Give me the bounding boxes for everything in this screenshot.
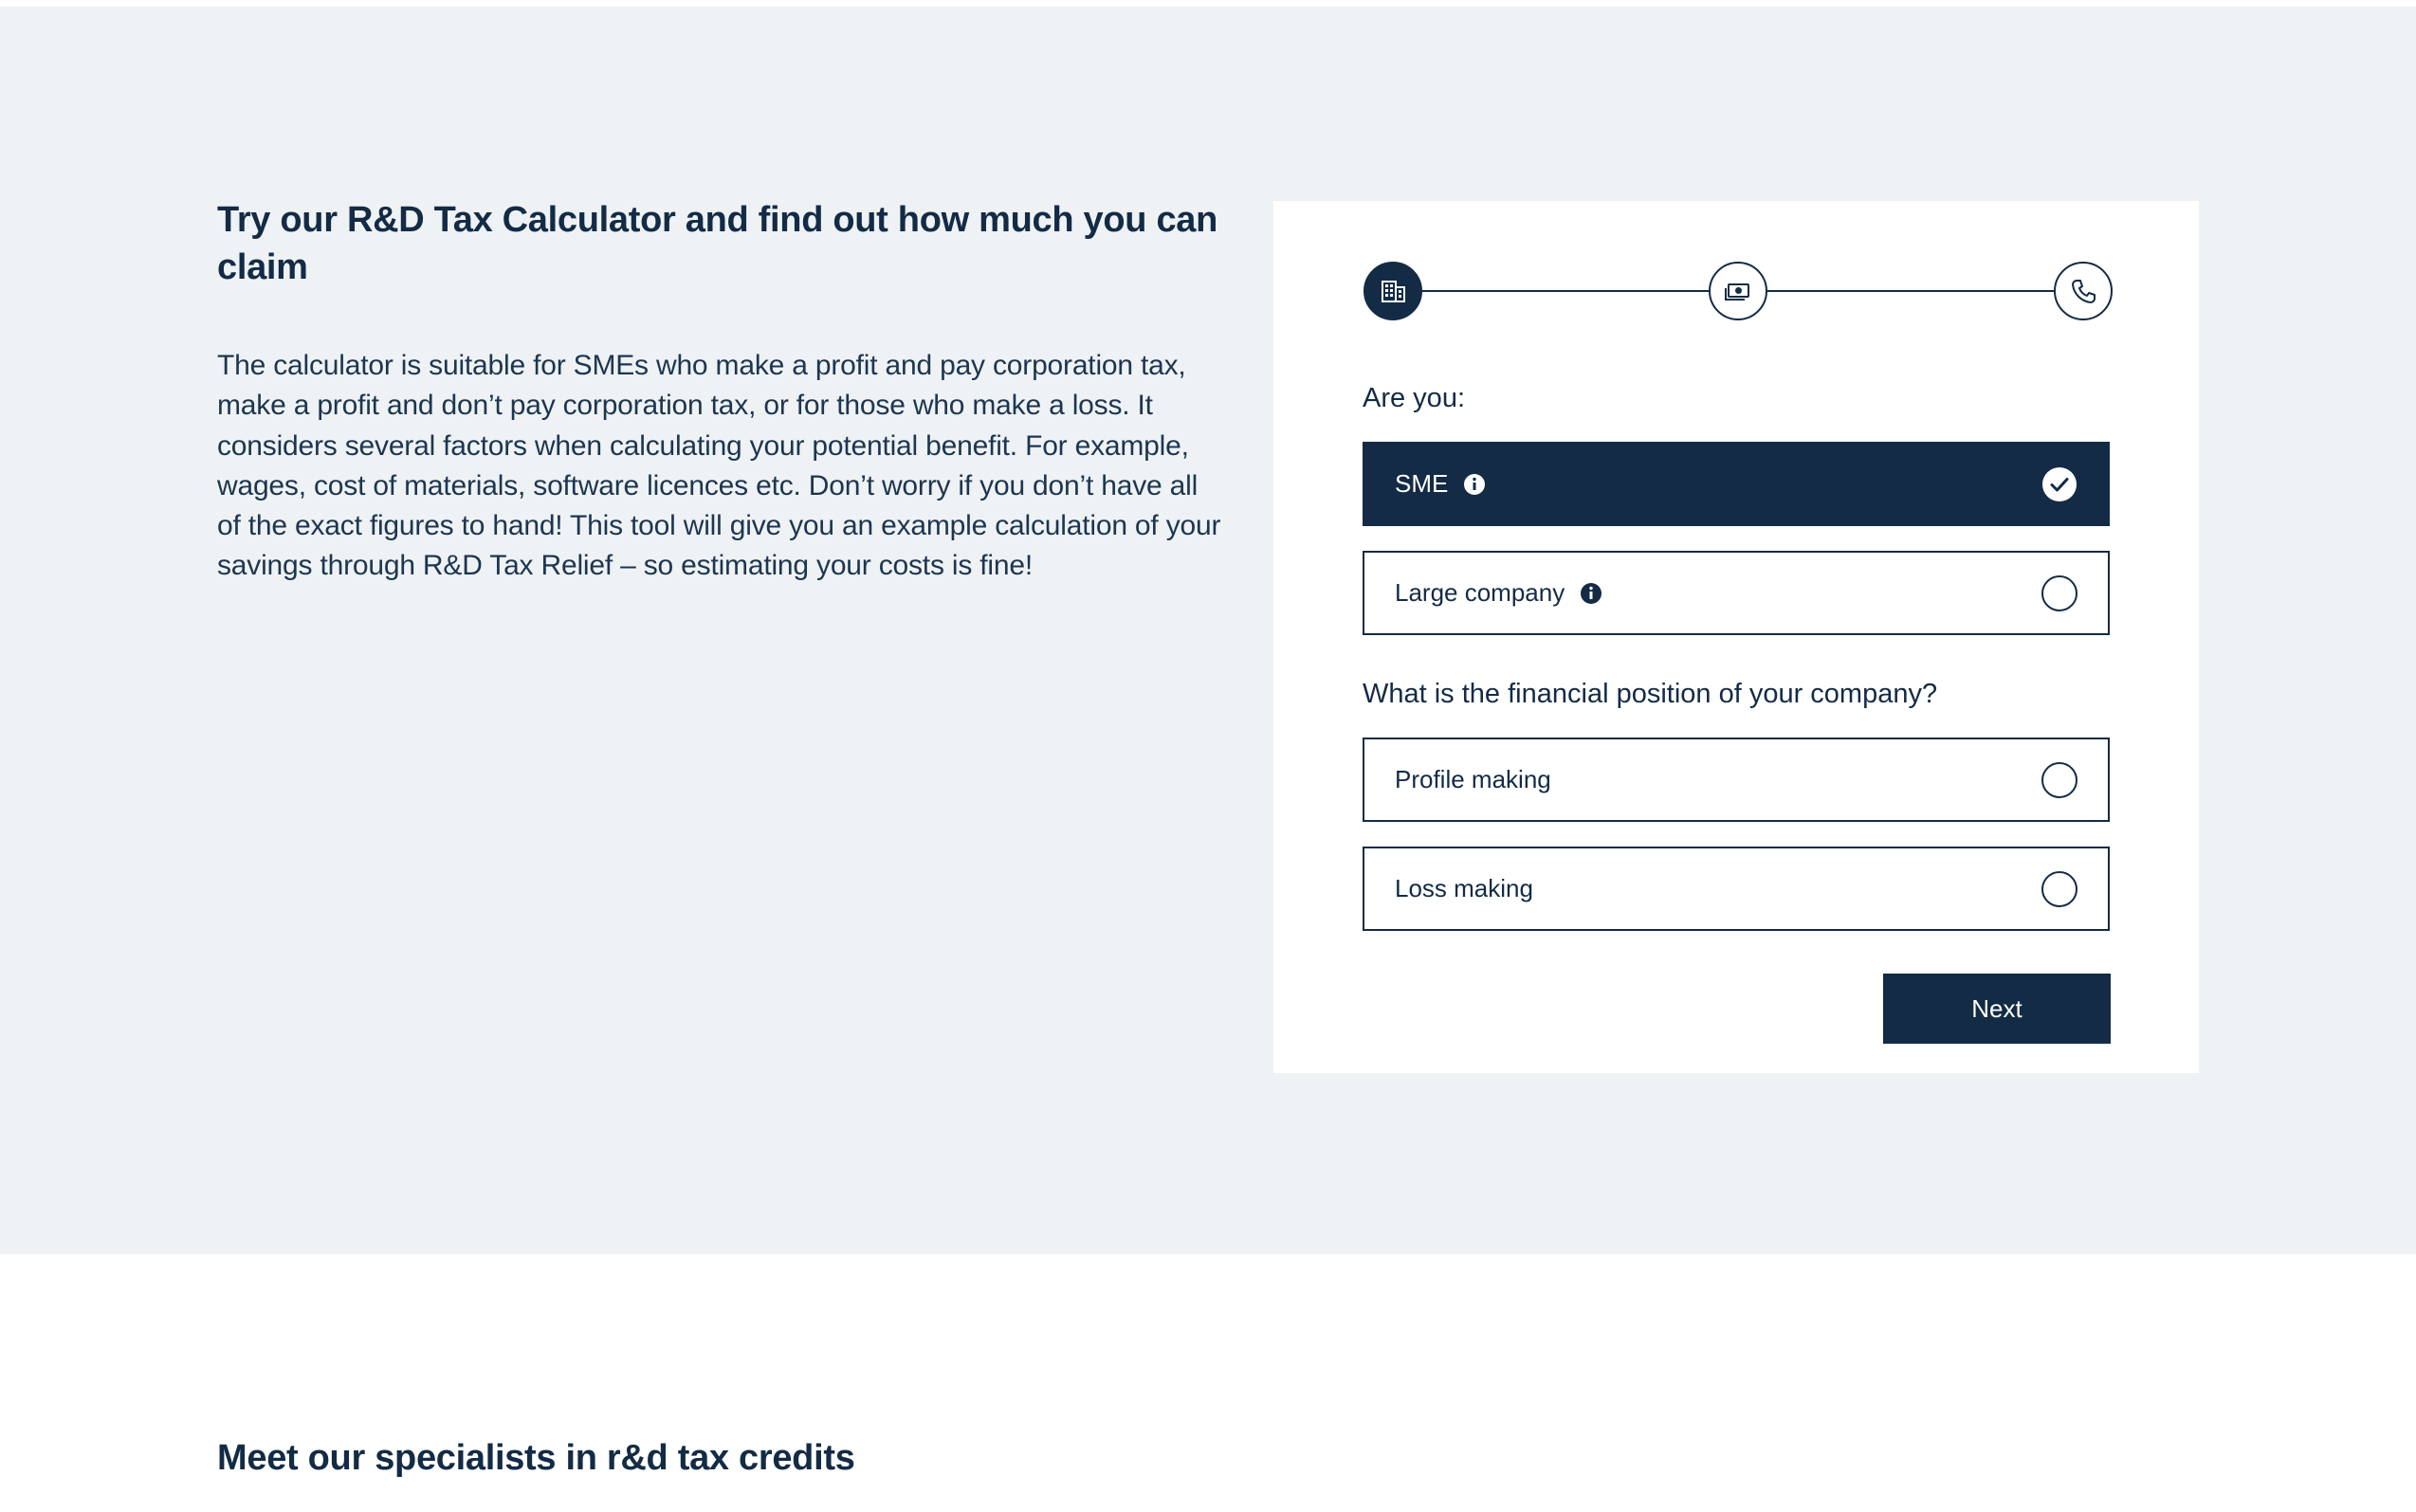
financial-position-question: What is the financial position of your company? [1363,679,1938,709]
specialists-heading: Meet our specialists in r&d tax credits [217,1438,855,1478]
calculator-card [1273,201,2199,1073]
intro-description: The calculator is suitable for SMEs who make a profit and pay corporation tax, make a profit and don’t pay corporation tax, or for those who make a loss. It considers several factors when calculating your potential benefit. For example, wages, cost of materials, software licences etc. Don’t worry if you don’t have all of the exact figures to hand! This tool will give you an example calculation of your savings through R&D Tax Relief – so estimating your costs is fine! [217,350,1221,582]
info-icon[interactable] [1463,473,1486,496]
option-sme-label: SME [1395,469,1449,498]
stepper [1364,262,2113,320]
radio-icon[interactable] [2041,871,2077,907]
next-button[interactable]: Next [1883,974,2111,1044]
option-loss-making[interactable] [1363,847,2110,931]
check-icon [2041,466,2077,502]
phone-icon [2068,276,2098,306]
option-sme[interactable] [1363,442,2110,526]
option-loss-making-label: Loss making [1395,874,1533,902]
step-contact[interactable] [2054,262,2113,320]
step-costs[interactable] [1709,262,1767,320]
money-icon [1723,276,1753,306]
intro [217,196,1222,587]
step-company[interactable] [1364,262,1422,320]
calculator-section [0,7,2416,1254]
option-large-company-label: Large company [1395,578,1565,607]
option-profit-making-label: Profile making [1395,765,1551,793]
option-profit-making[interactable] [1363,738,2110,822]
radio-icon[interactable] [2041,575,2077,611]
step-connector [1767,290,2054,292]
radio-icon[interactable] [2041,762,2077,798]
step-connector [1422,290,1709,292]
info-icon[interactable] [1580,582,1602,605]
company-type-question: Are you: [1363,383,1465,413]
building-icon [1378,276,1408,306]
option-large-company[interactable] [1363,551,2110,635]
intro-heading: Try our R&D Tax Calculator and find out how much you can claim [217,200,1218,287]
top-strip [0,0,2416,7]
